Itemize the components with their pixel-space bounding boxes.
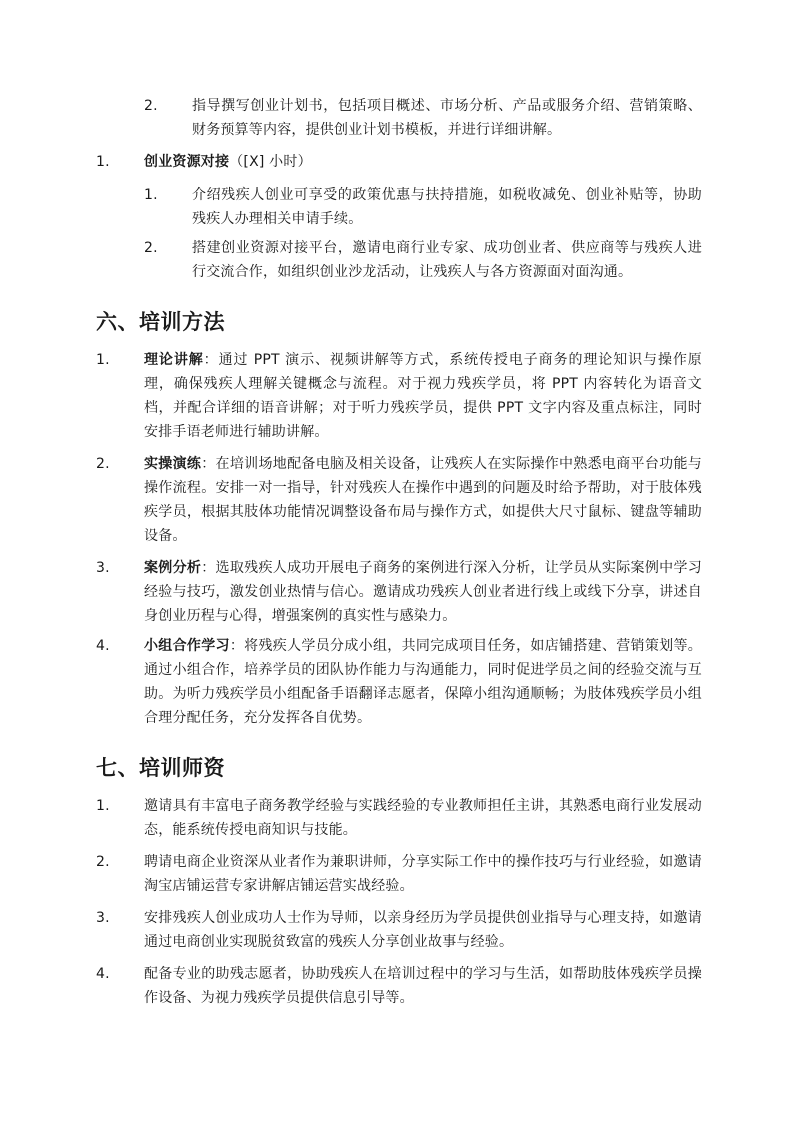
list-text: 邀请具有丰富电子商务教学经验与实践经验的专业教师担任主讲，其熟悉电商行业发展动态，能系统传授电商知识与技能。 <box>144 798 702 838</box>
list-number: 3. <box>96 910 110 926</box>
list-number: 1. <box>96 352 110 368</box>
item-title: 创业资源对接 <box>144 154 230 170</box>
list-text: 介绍残疾人创业可享受的政策优惠与扶持措施，如税收减免、创业补贴等，协助残疾人办理相关申请手续。 <box>192 187 702 227</box>
list-text: 安排残疾人创业成功人士作为导师，以亲身经历为学员提供创业指导与心理支持，如邀请通过电商创业实现脱贫致富的残疾人分享创业故事与经验。 <box>144 910 702 950</box>
list-text: 配备专业的助残志愿者，协助残疾人在培训过程中的学习与生活，如帮助肢体残疾学员操作设备、为视力残疾学员提供信息引导等。 <box>144 966 702 1006</box>
list-text <box>144 556 702 628</box>
section-heading: 七、培训师资 <box>96 756 225 780</box>
list-number: 2. <box>144 98 158 114</box>
list-number: 1. <box>144 187 158 203</box>
item-label: 实操演练 <box>144 456 202 472</box>
list-number: 1. <box>96 154 110 170</box>
item-body: ：在培训场地配备电脑及相关设备，让残疾人在实际操作中熟悉电商平台功能与操作流程。安排一对一指导，针对残疾人在操作中遇到的问题及时给予帮助，对于肢体残疾学员，根据其肢体功能情况调整设备布局与操作方式，如提供大尺寸鼠标、键盘等辅助设备。 <box>144 456 702 544</box>
item-body: ：通过 PPT 演示、视频讲解等方式，系统传授电子商务的理论知识与操作原理，确保残疾人理解关键概念与流程。对于视力残疾学员，将 PPT 内容转化为语音文档，并配合详细的语音讲解；对于听力残疾学员，提供 PPT 文字内容及重点标注，同时安排手语老师进行辅助讲解。 <box>144 352 702 440</box>
list-text <box>144 452 702 548</box>
list-number: 3. <box>96 560 110 576</box>
list-text <box>144 150 702 174</box>
section-heading: 六、培训方法 <box>96 310 225 334</box>
list-number: 4. <box>96 966 110 982</box>
list-number: 1. <box>96 798 110 814</box>
list-number: 4. <box>96 638 110 654</box>
list-text: 指导撰写创业计划书，包括项目概述、市场分析、产品或服务介绍、营销策略、财务预算等内容，提供创业计划书模板，并进行详细讲解。 <box>192 98 702 138</box>
list-number: 2. <box>96 456 110 472</box>
list-text <box>144 348 702 444</box>
list-text: 聘请电商企业资深从业者作为兼职讲师，分享实际工作中的操作技巧与行业经验，如邀请淘宝店铺运营专家讲解店铺运营实战经验。 <box>144 854 702 894</box>
item-label: 小组合作学习 <box>144 638 230 654</box>
list-text: 搭建创业资源对接平台，邀请电商行业专家、成功创业者、供应商等与残疾人进行交流合作，如组织创业沙龙活动，让残疾人与各方资源面对面沟通。 <box>192 240 702 280</box>
item-body: ：选取残疾人成功开展电子商务的案例进行深入分析，让学员从实际案例中学习经验与技巧，激发创业热情与信心。邀请成功残疾人创业者进行线上或线下分享，讲述自身创业历程与心得，增强案例的真实性与感染力。 <box>144 560 702 624</box>
item-body: ：将残疾人学员分成小组，共同完成项目任务，如店铺搭建、营销策划等。通过小组合作，培养学员的团队协作能力与沟通能力，同时促进学员之间的经验交流与互助。为听力残疾学员小组配备手语翻译志愿者，保障小组沟通顺畅；为肢体残疾学员小组合理分配任务，充分发挥各自优势。 <box>144 638 702 726</box>
list-number: 2. <box>144 240 158 256</box>
item-hours: （[X] 小时） <box>229 154 312 170</box>
item-label: 理论讲解 <box>144 352 204 368</box>
list-text <box>144 634 702 730</box>
list-number: 2. <box>96 854 110 870</box>
item-label: 案例分析 <box>144 560 202 576</box>
